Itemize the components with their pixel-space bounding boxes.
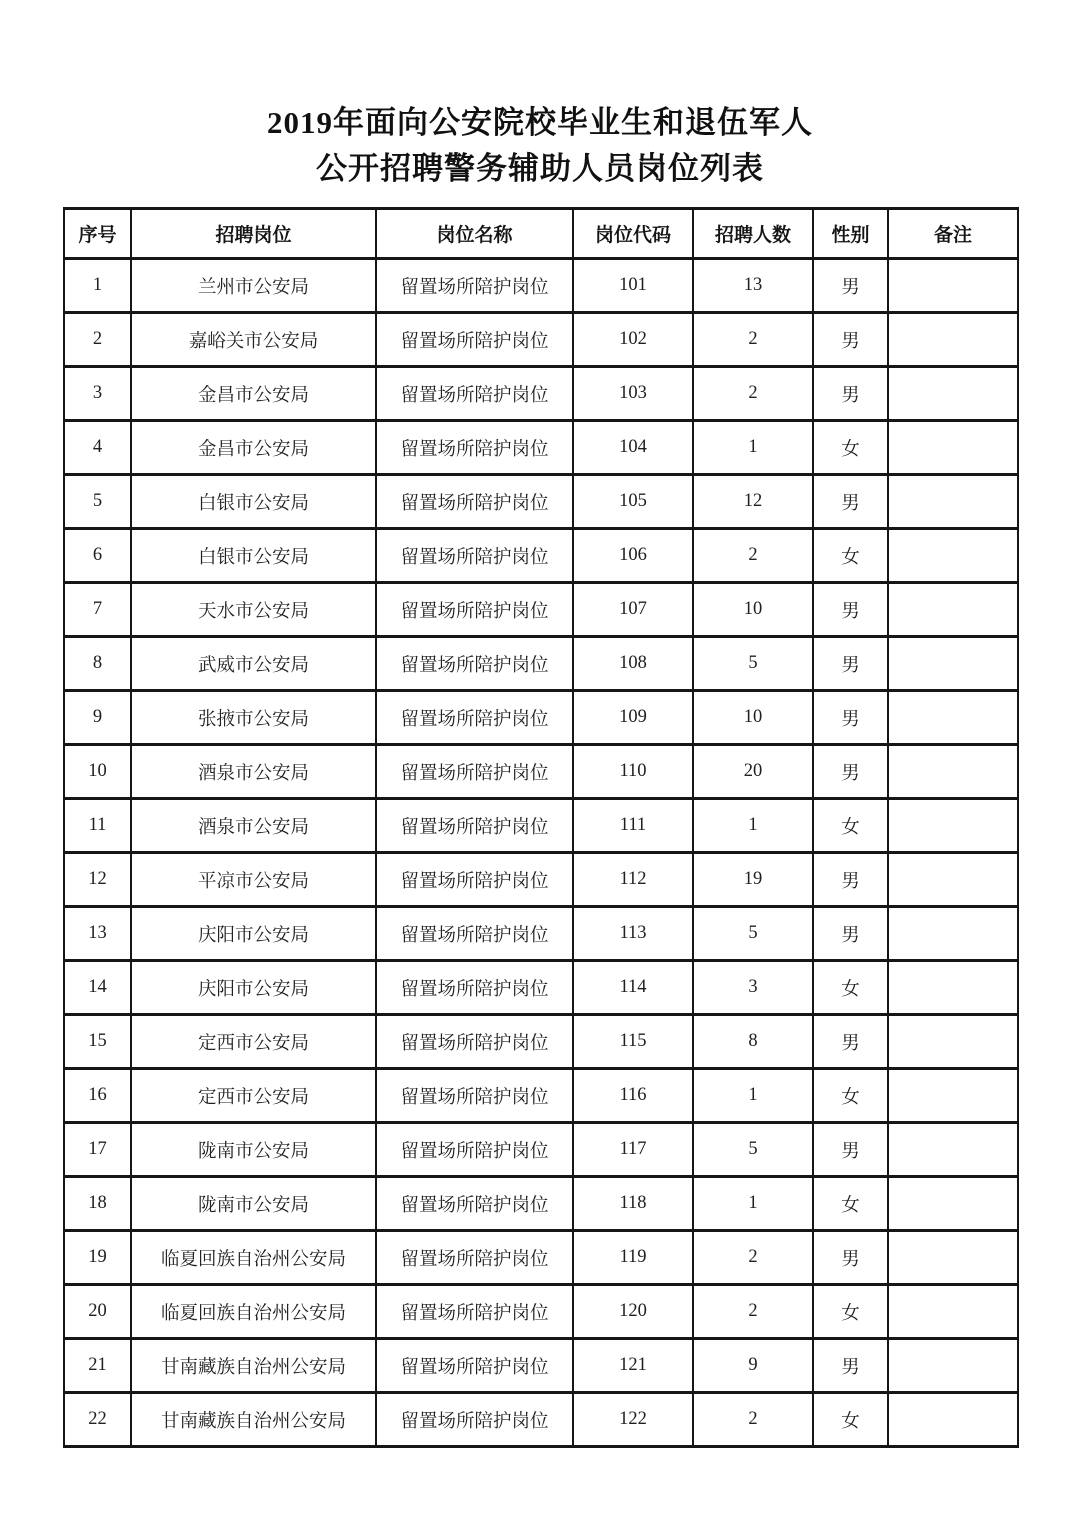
cell-code: 120 [573,1285,693,1339]
cell-bureau: 金昌市公安局 [131,367,376,421]
cell-code: 103 [573,367,693,421]
table-row [64,907,1018,961]
cell-position-name: 留置场所陪护岗位 [376,1123,573,1177]
column-header-gender: 性别 [813,209,888,259]
cell-note [888,1393,1018,1447]
cell-headcount: 5 [693,637,813,691]
cell-gender: 男 [813,259,888,313]
cell-position-name: 留置场所陪护岗位 [376,1285,573,1339]
cell-seq: 4 [64,421,131,475]
cell-bureau: 庆阳市公安局 [131,907,376,961]
cell-seq: 15 [64,1015,131,1069]
cell-bureau: 白银市公安局 [131,529,376,583]
cell-note [888,961,1018,1015]
cell-seq: 13 [64,907,131,961]
cell-note [888,1339,1018,1393]
cell-note [888,475,1018,529]
table-row [64,1339,1018,1393]
cell-headcount: 8 [693,1015,813,1069]
cell-gender: 男 [813,637,888,691]
cell-note [888,1015,1018,1069]
cell-bureau: 张掖市公安局 [131,691,376,745]
cell-code: 104 [573,421,693,475]
cell-headcount: 10 [693,583,813,637]
cell-seq: 10 [64,745,131,799]
cell-headcount: 1 [693,799,813,853]
column-header-headcount: 招聘人数 [693,209,813,259]
cell-position-name: 留置场所陪护岗位 [376,1339,573,1393]
cell-position-name: 留置场所陪护岗位 [376,529,573,583]
table-row [64,853,1018,907]
cell-gender: 女 [813,421,888,475]
cell-code: 119 [573,1231,693,1285]
cell-code: 105 [573,475,693,529]
cell-position-name: 留置场所陪护岗位 [376,1015,573,1069]
cell-position-name: 留置场所陪护岗位 [376,421,573,475]
cell-position-name: 留置场所陪护岗位 [376,961,573,1015]
cell-headcount: 20 [693,745,813,799]
cell-position-name: 留置场所陪护岗位 [376,853,573,907]
cell-headcount: 5 [693,907,813,961]
cell-code: 107 [573,583,693,637]
cell-note [888,583,1018,637]
page-title-line2: 公开招聘警务辅助人员岗位列表 [316,151,764,186]
cell-position-name: 留置场所陪护岗位 [376,1231,573,1285]
cell-position-name: 留置场所陪护岗位 [376,259,573,313]
cell-seq: 16 [64,1069,131,1123]
cell-bureau: 白银市公安局 [131,475,376,529]
cell-seq: 12 [64,853,131,907]
cell-code: 118 [573,1177,693,1231]
cell-gender: 男 [813,475,888,529]
cell-headcount: 3 [693,961,813,1015]
cell-position-name: 留置场所陪护岗位 [376,1069,573,1123]
table-row [64,367,1018,421]
cell-bureau: 酒泉市公安局 [131,799,376,853]
cell-gender: 男 [813,313,888,367]
cell-note [888,367,1018,421]
cell-seq: 17 [64,1123,131,1177]
cell-gender: 男 [813,907,888,961]
cell-seq: 7 [64,583,131,637]
cell-note [888,1285,1018,1339]
cell-headcount: 2 [693,313,813,367]
table-row [64,475,1018,529]
table-row [64,799,1018,853]
cell-code: 111 [573,799,693,853]
table-row [64,259,1018,313]
column-header-seq: 序号 [64,209,131,259]
table-row [64,421,1018,475]
cell-bureau: 定西市公安局 [131,1069,376,1123]
cell-note [888,799,1018,853]
cell-note [888,1069,1018,1123]
table-row [64,691,1018,745]
cell-note [888,745,1018,799]
cell-bureau: 甘南藏族自治州公安局 [131,1393,376,1447]
cell-position-name: 留置场所陪护岗位 [376,1393,573,1447]
cell-position-name: 留置场所陪护岗位 [376,691,573,745]
table-row [64,1069,1018,1123]
cell-gender: 男 [813,691,888,745]
cell-position-name: 留置场所陪护岗位 [376,313,573,367]
table-header-row [64,209,1018,259]
cell-bureau: 天水市公安局 [131,583,376,637]
table-row [64,745,1018,799]
cell-headcount: 2 [693,367,813,421]
cell-seq: 2 [64,313,131,367]
cell-note [888,1231,1018,1285]
cell-bureau: 定西市公安局 [131,1015,376,1069]
cell-headcount: 9 [693,1339,813,1393]
column-header-code: 岗位代码 [573,209,693,259]
cell-code: 121 [573,1339,693,1393]
cell-headcount: 10 [693,691,813,745]
cell-seq: 11 [64,799,131,853]
cell-code: 106 [573,529,693,583]
cell-note [888,421,1018,475]
cell-headcount: 12 [693,475,813,529]
cell-gender: 男 [813,367,888,421]
cell-gender: 女 [813,799,888,853]
cell-bureau: 金昌市公安局 [131,421,376,475]
cell-note [888,637,1018,691]
table-row [64,1015,1018,1069]
cell-headcount: 19 [693,853,813,907]
table-row [64,1123,1018,1177]
table-row [64,1177,1018,1231]
cell-bureau: 嘉峪关市公安局 [131,313,376,367]
cell-position-name: 留置场所陪护岗位 [376,745,573,799]
cell-code: 117 [573,1123,693,1177]
cell-gender: 男 [813,1339,888,1393]
cell-headcount: 1 [693,1177,813,1231]
cell-seq: 9 [64,691,131,745]
cell-headcount: 2 [693,1285,813,1339]
cell-seq: 18 [64,1177,131,1231]
cell-seq: 22 [64,1393,131,1447]
table-row [64,583,1018,637]
cell-seq: 1 [64,259,131,313]
cell-gender: 女 [813,529,888,583]
cell-gender: 女 [813,1069,888,1123]
cell-gender: 女 [813,1177,888,1231]
column-header-bureau: 招聘岗位 [131,209,376,259]
cell-seq: 14 [64,961,131,1015]
cell-note [888,313,1018,367]
cell-gender: 男 [813,745,888,799]
table-body [64,259,1018,1447]
cell-position-name: 留置场所陪护岗位 [376,637,573,691]
cell-gender: 男 [813,1015,888,1069]
cell-bureau: 酒泉市公安局 [131,745,376,799]
cell-headcount: 2 [693,1231,813,1285]
cell-code: 101 [573,259,693,313]
cell-code: 114 [573,961,693,1015]
cell-bureau: 庆阳市公安局 [131,961,376,1015]
cell-bureau: 临夏回族自治州公安局 [131,1231,376,1285]
cell-headcount: 1 [693,421,813,475]
cell-headcount: 2 [693,529,813,583]
cell-bureau: 陇南市公安局 [131,1177,376,1231]
cell-gender: 男 [813,853,888,907]
table-row [64,313,1018,367]
cell-code: 122 [573,1393,693,1447]
cell-bureau: 陇南市公安局 [131,1123,376,1177]
page-title [0,0,1080,192]
cell-headcount: 13 [693,259,813,313]
cell-headcount: 1 [693,1069,813,1123]
cell-code: 110 [573,745,693,799]
cell-bureau: 武威市公安局 [131,637,376,691]
table-row [64,1393,1018,1447]
cell-bureau: 兰州市公安局 [131,259,376,313]
table-row [64,529,1018,583]
column-header-note: 备注 [888,209,1018,259]
job-positions-table [63,207,1019,1448]
cell-gender: 男 [813,1123,888,1177]
cell-bureau: 临夏回族自治州公安局 [131,1285,376,1339]
cell-note [888,529,1018,583]
cell-code: 102 [573,313,693,367]
cell-note [888,907,1018,961]
cell-position-name: 留置场所陪护岗位 [376,1177,573,1231]
cell-bureau: 甘南藏族自治州公安局 [131,1339,376,1393]
cell-position-name: 留置场所陪护岗位 [376,907,573,961]
table-row [64,1231,1018,1285]
cell-gender: 女 [813,1393,888,1447]
cell-gender: 女 [813,961,888,1015]
cell-headcount: 5 [693,1123,813,1177]
cell-bureau: 平凉市公安局 [131,853,376,907]
cell-gender: 女 [813,1285,888,1339]
cell-code: 116 [573,1069,693,1123]
table-row [64,1285,1018,1339]
cell-note [888,1177,1018,1231]
cell-code: 115 [573,1015,693,1069]
cell-headcount: 2 [693,1393,813,1447]
page-title-line1: 2019年面向公安院校毕业生和退伍军人 [267,105,813,140]
cell-seq: 3 [64,367,131,421]
cell-position-name: 留置场所陪护岗位 [376,367,573,421]
cell-note [888,1123,1018,1177]
cell-position-name: 留置场所陪护岗位 [376,583,573,637]
table-row [64,637,1018,691]
cell-position-name: 留置场所陪护岗位 [376,799,573,853]
cell-seq: 21 [64,1339,131,1393]
cell-position-name: 留置场所陪护岗位 [376,475,573,529]
table-row [64,961,1018,1015]
cell-code: 112 [573,853,693,907]
cell-code: 109 [573,691,693,745]
cell-note [888,853,1018,907]
cell-seq: 20 [64,1285,131,1339]
cell-seq: 5 [64,475,131,529]
cell-gender: 男 [813,1231,888,1285]
cell-code: 108 [573,637,693,691]
cell-code: 113 [573,907,693,961]
cell-note [888,259,1018,313]
cell-seq: 8 [64,637,131,691]
cell-note [888,691,1018,745]
cell-seq: 19 [64,1231,131,1285]
column-header-position-name: 岗位名称 [376,209,573,259]
cell-seq: 6 [64,529,131,583]
cell-gender: 男 [813,583,888,637]
